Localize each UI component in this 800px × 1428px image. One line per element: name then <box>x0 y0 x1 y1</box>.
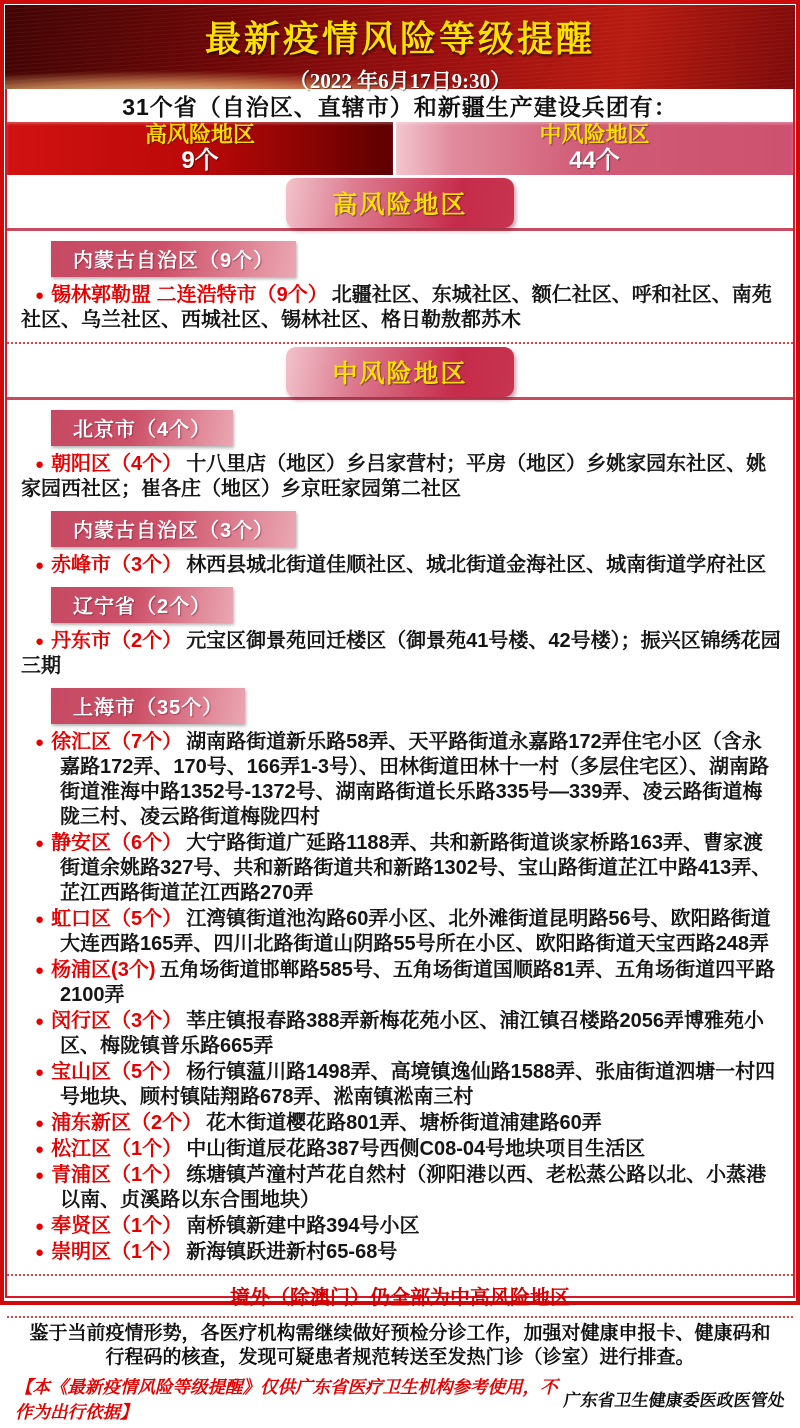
district-name: 青浦区（1个） <box>51 1163 183 1186</box>
bullet-dot-icon: ● <box>35 1217 45 1235</box>
area-detail: 练塘镇芦潼村芦花自然村（泖阳港以西、老松蒸公路以北、小蒸港以南、贞溪路以东合围地块） <box>60 1163 767 1211</box>
region-label: 内蒙古自治区（3个） <box>51 511 296 547</box>
district-name: 静安区（6个） <box>51 831 183 854</box>
region-label-row <box>7 503 793 552</box>
region-label-row <box>7 233 793 282</box>
header-banner <box>5 5 795 93</box>
issuer-signature: 广东省卫生健康委医政医管处 <box>562 1391 787 1411</box>
risk-section-high <box>7 175 793 344</box>
district-name: 松江区（1个） <box>51 1137 183 1160</box>
disclaimer-text: 【本《最新疫情风险等级提醒》仅供广东省医疗卫生机构参考使用，不作为出行依据】 <box>15 1376 558 1422</box>
bullet-dot-icon: ● <box>35 733 45 751</box>
bullet-dot-icon: ● <box>35 910 45 928</box>
district-name: 杨浦区(3个) <box>51 958 156 981</box>
area-detail: 大宁路街道广延路1188弄、共和新路街道谈家桥路163弄、曹家渡街道余姚路327号、共和新路街道共和新路1302号、宝山路街道芷江中路413弄、芷江西路街道芷江西路270弄 <box>60 831 772 904</box>
section-header <box>7 344 793 400</box>
district-name: 虹口区（5个） <box>51 907 183 930</box>
district-name: 浦东新区（2个） <box>51 1111 203 1134</box>
high-risk-count: 9个 <box>181 147 219 175</box>
region-label: 内蒙古自治区（9个） <box>51 241 296 277</box>
section-title-pill: 高风险地区 <box>286 178 513 228</box>
district-name: 闵行区（3个） <box>51 1009 183 1032</box>
bullet-dot-icon: ● <box>35 1012 45 1030</box>
area-detail: 江湾镇街道池沟路60弄小区、北外滩街道昆明路56号、欧阳路街道大连西路165弄、四川北路街道山阴路55号所在小区、欧阳路街道天宝西路248弄 <box>60 907 771 955</box>
area-detail: 杨行镇蕰川路1498弄、高境镇逸仙路1588弄、张庙街道泗塘一村四号地块、顾村镇陆翔路678弄、淞南镇淞南三村 <box>60 1060 776 1108</box>
bullet-dot-icon: ● <box>35 1114 45 1132</box>
risk-area-item <box>7 907 793 957</box>
area-detail: 林西县城北街道佳顺社区、城北街道金海社区、城南街道学府社区 <box>186 553 767 576</box>
risk-area-item <box>7 958 793 1008</box>
section-title-pill: 中风险地区 <box>286 347 513 397</box>
bullet-dot-icon: ● <box>35 834 45 852</box>
bullet-dot-icon: ● <box>35 1063 45 1081</box>
district-name: 宝山区（5个） <box>51 1060 183 1083</box>
risk-area-item <box>7 730 793 830</box>
area-detail: 十八里店（地区）乡吕家营村；平房（地区）乡姚家园东社区、姚家园西社区；崔各庄（地区）乡京旺家园第二社区 <box>21 452 767 500</box>
region-label-row <box>7 579 793 628</box>
page-title: 最新疫情风险等级提醒 <box>204 18 595 59</box>
medium-risk-summary-bar <box>396 122 793 175</box>
risk-area-item <box>7 283 793 333</box>
risk-area-item <box>7 1111 793 1136</box>
footer-row <box>7 1372 793 1428</box>
area-detail: 北疆社区、东城社区、额仁社区、呼和社区、南苑社区、乌兰社区、西城社区、锡林社区、格日勒敖都苏木 <box>21 283 772 331</box>
area-detail: 中山街道辰花路387号西侧C08-04号地块项目生活区 <box>186 1137 646 1160</box>
bullet-dot-icon: ● <box>35 961 45 979</box>
region-label: 辽宁省（2个） <box>51 587 233 623</box>
risk-area-item <box>7 452 793 502</box>
area-detail: 南桥镇新建中路394号小区 <box>186 1214 420 1237</box>
risk-area-item <box>7 1009 793 1059</box>
risk-area-item <box>7 831 793 906</box>
area-detail: 新海镇跃进新村65-68号 <box>186 1240 398 1263</box>
area-detail: 湖南路街道新乐路58弄、天平路街道永嘉路172弄住宅小区（含永嘉路172弄、170号、166弄1-3号）、田林街道田林十一村（多层住宅区）、湖南路街道淮海中路1352号-1372号、湖南路街道长乐路335号—339弄、凌云路街道梅陇三村、凌云路街道梅陇四村 <box>60 730 770 828</box>
bullet-dot-icon: ● <box>35 1166 45 1184</box>
district-name: 锡林郭勒盟 二连浩特市（9个） <box>51 283 328 306</box>
section-body <box>7 231 793 344</box>
risk-area-item <box>7 1137 793 1162</box>
medium-risk-label: 中风险地区 <box>539 122 650 147</box>
area-detail: 莘庄镇报春路388弄新梅花苑小区、浦江镇召楼路2056弄博雅苑小区、梅陇镇普乐路665弄 <box>60 1009 765 1057</box>
risk-area-item <box>7 629 793 679</box>
high-risk-summary-bar <box>7 122 393 175</box>
medical-notice: 鉴于当前疫情形势，各医疗机构需继续做好预检分诊工作，加强对健康申报卡、健康码和行程码的核查，发现可疑患者规范转送至发热门诊（诊室）进行排查。 <box>29 1322 771 1368</box>
high-risk-label: 高风险地区 <box>145 122 256 147</box>
risk-section-medium <box>7 344 793 1276</box>
summary-bars <box>7 122 793 175</box>
section-header <box>7 175 793 231</box>
district-name: 徐汇区（7个） <box>51 730 183 753</box>
bullet-dot-icon: ● <box>35 556 45 574</box>
region-label-row <box>7 402 793 451</box>
risk-area-item <box>7 1240 793 1265</box>
district-name: 崇明区（1个） <box>51 1240 183 1263</box>
report-datetime: （2022 年6月17日9:30） <box>288 69 512 93</box>
medium-risk-count: 44个 <box>569 147 620 175</box>
section-body <box>7 400 793 1276</box>
risk-area-item <box>7 1163 793 1213</box>
area-detail: 五角场街道邯郸路585号、五角场街道国顺路81弄、五角场街道四平路2100弄 <box>60 958 776 1006</box>
scope-subtitle: 31个省（自治区、直辖市）和新疆生产建设兵团有： <box>122 94 678 120</box>
area-detail: 花木街道樱花路801弄、塘桥街道浦建路60弄 <box>206 1111 602 1134</box>
bullet-dot-icon: ● <box>35 1243 45 1261</box>
region-label-row <box>7 680 793 729</box>
risk-area-item <box>7 553 793 578</box>
bullet-dot-icon: ● <box>35 455 45 473</box>
bullet-dot-icon: ● <box>35 286 45 304</box>
bullet-dot-icon: ● <box>35 1140 45 1158</box>
district-name: 朝阳区（4个） <box>51 452 183 475</box>
district-name: 奉贤区（1个） <box>51 1214 183 1237</box>
region-label: 上海市（35个） <box>51 688 245 724</box>
content-frame <box>5 89 795 1422</box>
abroad-note: 境外（除澳门）仍全部为中高风险地区 <box>7 1276 793 1318</box>
risk-area-item <box>7 1060 793 1110</box>
area-detail: 元宝区御景苑回迁楼区（御景苑41号楼、42号楼）；振兴区锦绣花园三期 <box>21 629 781 677</box>
district-name: 赤峰市（3个） <box>51 553 183 576</box>
district-name: 丹东市（2个） <box>51 629 183 652</box>
risk-sections <box>7 175 793 1276</box>
region-label: 北京市（4个） <box>51 410 233 446</box>
risk-area-item <box>7 1214 793 1239</box>
bullet-dot-icon: ● <box>35 632 45 650</box>
